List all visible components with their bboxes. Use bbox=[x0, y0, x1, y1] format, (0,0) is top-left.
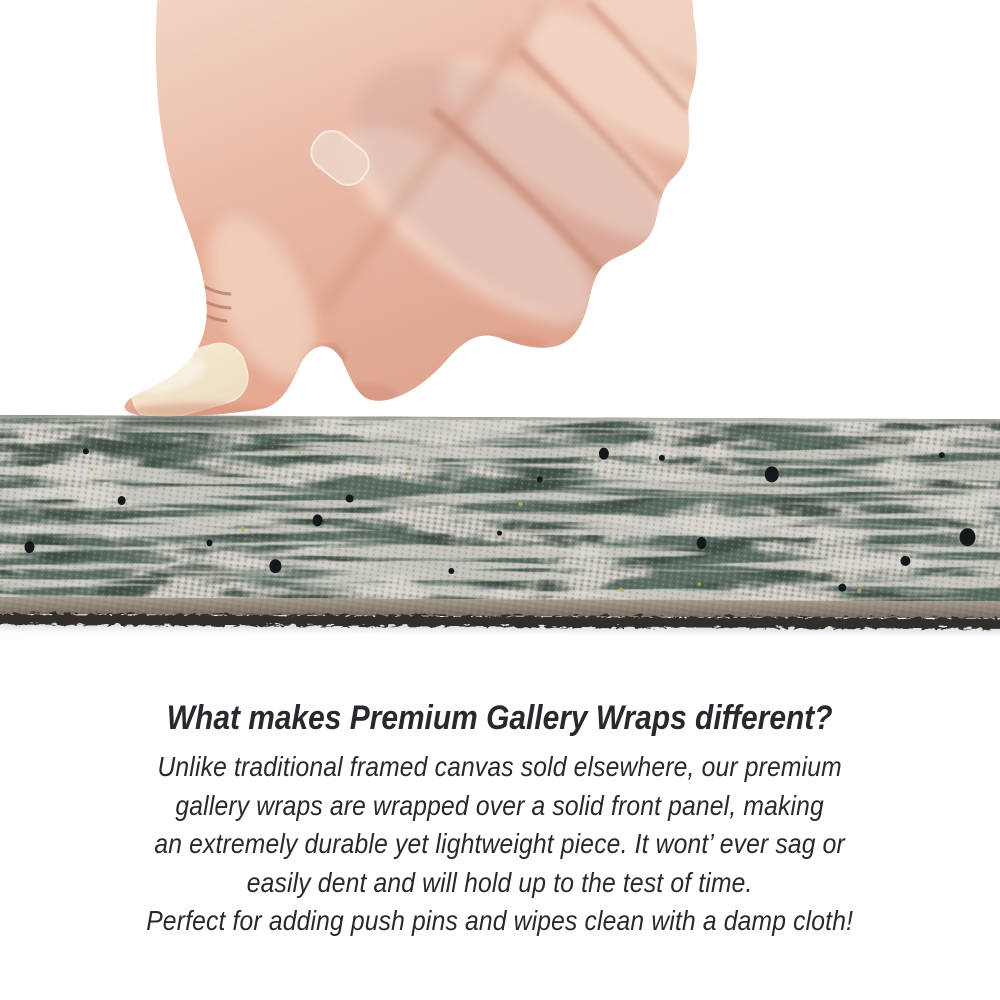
thumb-blush bbox=[111, 189, 369, 425]
thumb-palm-crease bbox=[322, 6, 542, 310]
index-nail bbox=[304, 124, 376, 192]
curled-fingers bbox=[318, 0, 781, 355]
body-line-5: Perfect for adding push pins and wipes clean with a damp cloth! bbox=[146, 905, 854, 936]
thumb-wrinkles bbox=[190, 281, 230, 321]
finger-bottom-shadows bbox=[130, 334, 547, 419]
body-line-4: easily dent and will hold up to the test of time. bbox=[247, 866, 753, 898]
thumb-index-notch bbox=[300, 344, 344, 362]
thumb-sheen bbox=[185, 200, 339, 397]
canvas-edge bbox=[0, 597, 1000, 637]
knuckle-shading bbox=[310, 8, 730, 382]
body-line-1: Unlike traditional framed canvas sold elsewhere, our premium bbox=[157, 751, 843, 782]
body-line-2: gallery wraps are wrapped over a solid front panel, making bbox=[175, 789, 825, 821]
canvas-strip bbox=[0, 411, 1000, 651]
body-line-3: an extremely durable yet lightweight piece. It wont’ ever sag or bbox=[154, 828, 846, 859]
hand-photo bbox=[0, 0, 1000, 425]
headline: What makes Premium Gallery Wraps different? bbox=[167, 699, 833, 737]
canvas-face bbox=[0, 415, 1000, 601]
finger-creases bbox=[436, 4, 686, 270]
copy-section bbox=[0, 698, 1000, 941]
